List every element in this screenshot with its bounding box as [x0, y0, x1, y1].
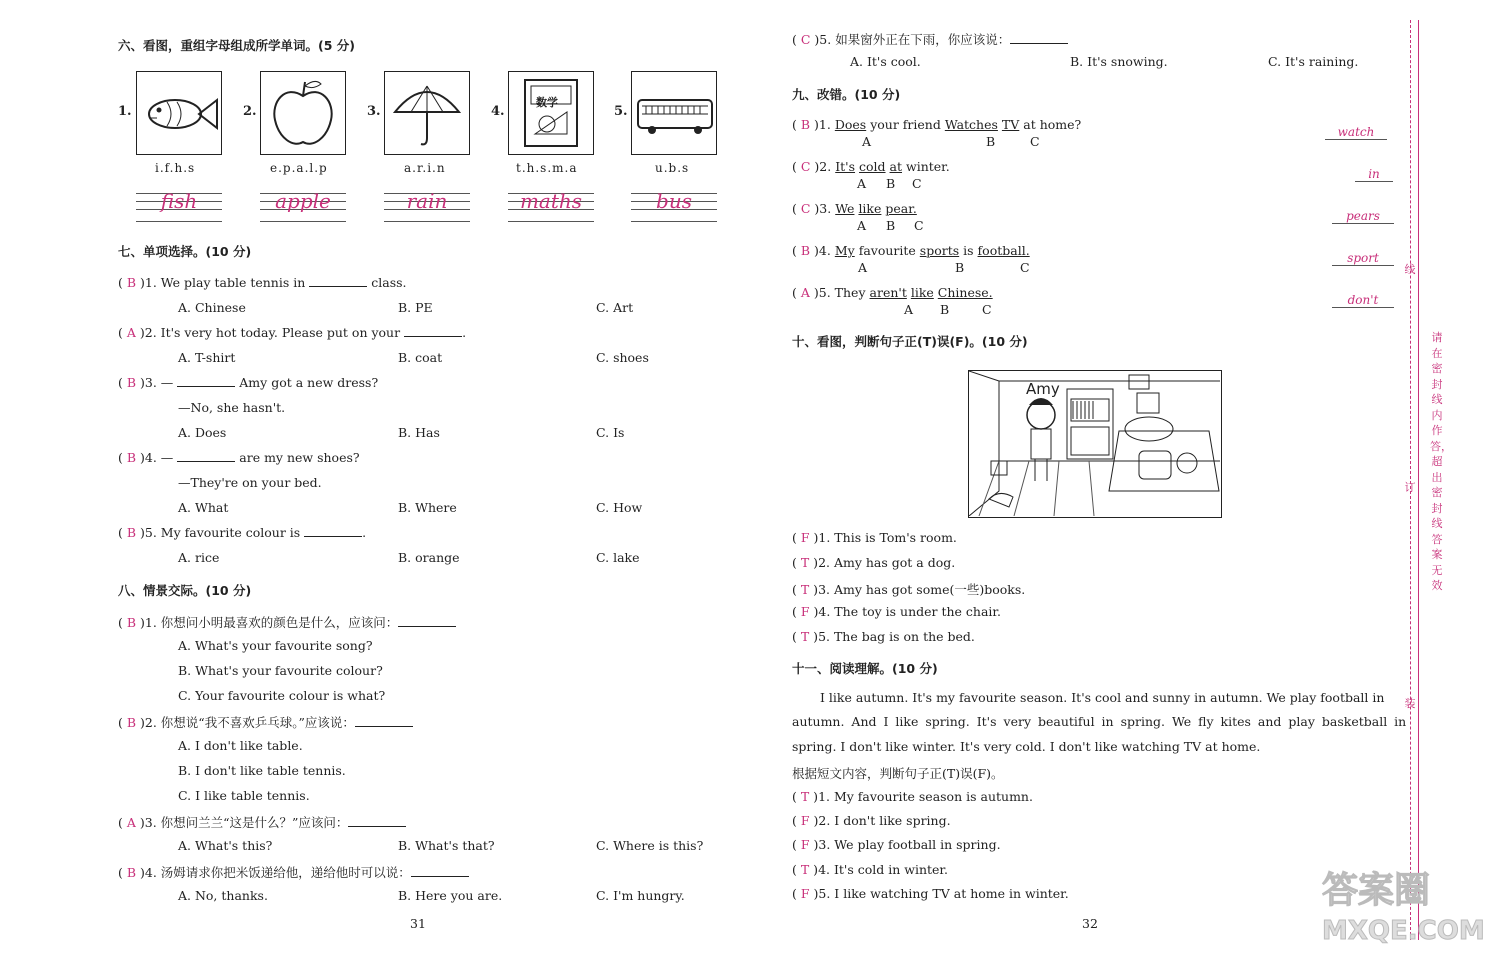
label-c: C [912, 176, 922, 191]
tf-question: ( T )4. It's cold in winter. [792, 862, 949, 877]
maths-book-picture [508, 71, 594, 155]
question: ( B )3. — Amy got a new dress? [118, 375, 379, 390]
answer-word: fish [160, 189, 198, 213]
option: A. It's cool. [850, 54, 921, 69]
option: A. Chinese [178, 300, 246, 315]
label-b: B [886, 176, 896, 191]
passage-line: spring. I don't like winter. It's very cold. I don't like watching TV at home. [792, 739, 1261, 754]
correction-answer: watch [1325, 125, 1387, 140]
option: A. No, thanks. [178, 888, 268, 903]
option: B. It's snowing. [1070, 54, 1168, 69]
question: ( A )2. It's very hot today. Please put on your . [118, 325, 467, 340]
item-number: 2. [243, 104, 257, 119]
option: B. orange [398, 550, 460, 565]
option: B. What's that? [398, 838, 495, 853]
label-b: B [940, 302, 950, 317]
scrambled-letters: u.b.s [655, 161, 690, 175]
label-b: B [986, 134, 996, 149]
section-10-title: 十、看图，判断句子正(T)误(F)。(10 分) [792, 334, 1028, 349]
section-8-title: 八、情景交际。(10 分) [118, 583, 252, 598]
binding-line [1418, 20, 1419, 940]
answer-word: rain [406, 189, 448, 213]
scrambled-letters: i.f.h.s [155, 161, 196, 175]
answer-word: apple [275, 189, 331, 213]
margin-mark: 订 [1404, 481, 1416, 494]
margin-notice: 请在密封线内作答，超出密封线答案无效 [1430, 331, 1452, 592]
label-b: B [886, 218, 896, 233]
option: C. Is [596, 425, 625, 440]
correction-question: ( C )2. It's cold at winter. [792, 159, 950, 174]
tf-question: ( F )5. I like watching TV at home in winter. [792, 886, 1069, 901]
item-number: 4. [491, 104, 505, 119]
apple-picture [260, 71, 346, 155]
answer-word: bus [656, 189, 692, 213]
passage-line: I like autumn. It's my favourite season. It's cool and sunny in autumn. We play football in [820, 690, 1385, 705]
section-7-title: 七、单项选择。(10 分) [118, 244, 252, 259]
tf-question: ( T )2. Amy has got a dog. [792, 555, 956, 570]
room-picture [968, 370, 1222, 518]
option: B. Here you are. [398, 888, 503, 903]
label-a: A [904, 302, 914, 317]
correction-answer: sport [1332, 251, 1394, 266]
option: C. It's raining. [1268, 54, 1359, 69]
page-number: 31 [410, 916, 426, 931]
page-number: 32 [1082, 916, 1098, 931]
label-c: C [914, 218, 924, 233]
tf-question: ( F )4. The toy is under the chair. [792, 604, 1002, 619]
option: A. What's this? [178, 838, 273, 853]
section-6-title: 六、看图，重组字母组成所学单词。(5 分) [118, 38, 355, 53]
correction-question: ( A )5. They aren't like Chinese. [792, 285, 993, 300]
label-c: C [1020, 260, 1030, 275]
option: B. PE [398, 300, 433, 315]
tf-question: ( F )3. We play football in spring. [792, 837, 1001, 852]
scrambled-letters: e.p.a.l.p [270, 161, 328, 175]
question: ( B )2. 你想说“我不喜欢乒乓球。”应该说： [118, 713, 413, 731]
tf-question: ( T )3. Amy has got some(一些)books. [792, 582, 1026, 597]
bus-picture [631, 71, 717, 155]
option: A. What [178, 500, 229, 515]
amy-label: Amy [1026, 380, 1060, 398]
label-c: C [982, 302, 992, 317]
label-b: B [955, 260, 965, 275]
answer-word: maths [519, 189, 583, 213]
item-number: 3. [367, 104, 381, 119]
option: C. shoes [596, 350, 649, 365]
tf-question: ( F )2. I don't like spring. [792, 813, 951, 828]
label-a: A [857, 176, 867, 191]
label-a: A [858, 260, 868, 275]
reply: —No, she hasn't. [178, 400, 286, 415]
option: B. coat [398, 350, 443, 365]
option: C. lake [596, 550, 640, 565]
option: A. rice [178, 550, 220, 565]
book-label: 数学 [536, 96, 558, 109]
instruction: 根据短文内容，判断句子正(T)误(F)。 [792, 766, 1004, 781]
section-11-title: 十一、阅读理解。(10 分) [792, 661, 938, 676]
passage-line: autumn. And I like spring. It's very beautiful in spring. We fly kites and play basketball in [792, 714, 1407, 729]
option: C. I'm hungry. [596, 888, 685, 903]
scrambled-letters: a.r.i.n [404, 161, 446, 175]
label-a: A [862, 134, 872, 149]
correction-question: ( B )1. Does your friend Watches TV at home? [792, 117, 1082, 132]
correction-question: ( B )4. My favourite sports is football. [792, 243, 1030, 258]
tf-question: ( T )5. The bag is on the bed. [792, 629, 975, 644]
tf-question: ( T )1. My favourite season is autumn. [792, 789, 1033, 804]
option: C. How [596, 500, 643, 515]
option: B. What's your favourite colour? [178, 663, 383, 678]
umbrella-picture [384, 71, 470, 155]
option: A. T-shirt [178, 350, 236, 365]
scrambled-letters: t.h.s.m.a [516, 161, 578, 175]
correction-question: ( C )3. We like pear. [792, 201, 917, 216]
reply: —They're on your bed. [178, 475, 322, 490]
option: C. I like table tennis. [178, 788, 310, 803]
label-c: C [1030, 134, 1040, 149]
item-number: 1. [118, 104, 132, 119]
question: ( B )4. 汤姆请求你把米饭递给他，递给他时可以说： [118, 863, 469, 881]
question: ( A )3. 你想问兰兰“这是什么？”应该问： [118, 813, 406, 831]
section-9-title: 九、改错。(10 分) [792, 87, 901, 102]
watermark-cn: 答案圈 [1322, 870, 1431, 911]
margin-mark: 线 [1404, 263, 1416, 276]
question: ( B )1. We play table tennis in class. [118, 275, 407, 290]
option: C. Where is this? [596, 838, 704, 853]
option: B. Has [398, 425, 440, 440]
label-a: A [857, 218, 867, 233]
tf-question: ( F )1. This is Tom's room. [792, 530, 957, 545]
question: ( B )5. My favourite colour is . [118, 525, 367, 540]
option: B. I don't like table tennis. [178, 763, 346, 778]
option: A. What's your favourite song? [178, 638, 373, 653]
question: ( B )1. 你想问小明最喜欢的颜色是什么，应该问： [118, 613, 456, 631]
correction-answer: pears [1332, 209, 1394, 224]
correction-answer: don't [1332, 293, 1394, 308]
watermark-en: MXQE.COM [1322, 916, 1485, 946]
option: B. Where [398, 500, 457, 515]
question: ( B )4. — are my new shoes? [118, 450, 360, 465]
margin-mark: 装 [1404, 697, 1416, 710]
correction-answer: in [1355, 167, 1393, 182]
fish-picture [136, 71, 222, 155]
option: A. I don't like table. [178, 738, 303, 753]
option: C. Your favourite colour is what? [178, 688, 386, 703]
option: A. Does [178, 425, 227, 440]
question: ( C )5. 如果窗外正在下雨，你应该说： [792, 30, 1068, 48]
option: C. Art [596, 300, 634, 315]
item-number: 5. [614, 104, 628, 119]
